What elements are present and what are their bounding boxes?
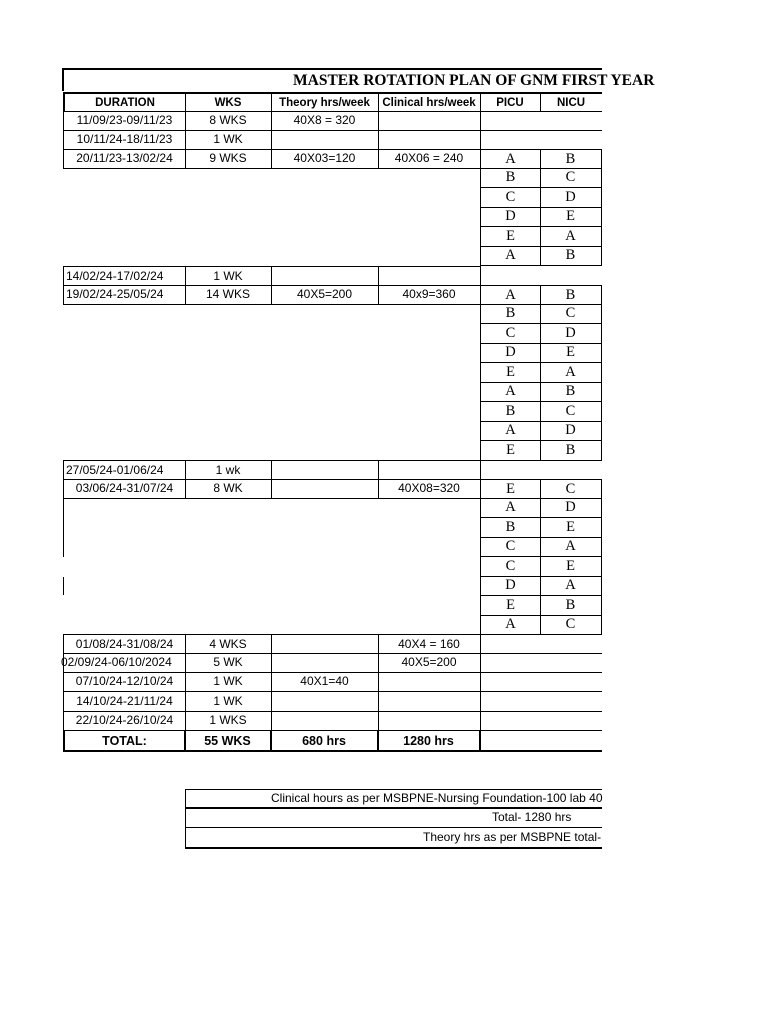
row-rotation-empty (480, 266, 602, 286)
nicu-group-cell: B (540, 149, 602, 169)
picu-group-cell: B (480, 168, 541, 188)
row-wks: 1 WK (185, 672, 272, 692)
total-clinical: 1280 hrs (378, 731, 481, 752)
row-clinical: 40x9=360 (378, 285, 481, 305)
picu-group-cell: D (480, 343, 541, 363)
row-wks: 8 WK (185, 479, 272, 499)
row-wks: 1 WK (185, 692, 272, 712)
notes-line-3-text: Theory hrs as per MSBPNE total- (423, 830, 602, 844)
row-theory: 40X8 = 320 (271, 111, 379, 131)
row-clinical (378, 672, 481, 692)
row-wks: 5 WK (185, 653, 272, 673)
picu-group-cell: B (480, 402, 541, 422)
picu-group-cell: A (480, 149, 541, 169)
nicu-group-cell: A (540, 537, 602, 557)
row-rotation-empty (480, 130, 602, 150)
row-rotation-empty (480, 634, 602, 654)
nicu-group-cell: E (540, 207, 602, 227)
row-rotation-empty (480, 672, 602, 692)
picu-group-cell: E (480, 441, 541, 461)
picu-group-cell: A (480, 615, 541, 635)
nicu-group-cell: B (540, 246, 602, 266)
row-theory: 40X1=40 (271, 672, 379, 692)
nicu-group-cell: E (540, 557, 602, 577)
row-theory (271, 460, 379, 480)
row-duration: 01/08/24-31/08/24 (63, 634, 186, 654)
row-clinical (378, 111, 481, 131)
row-clinical: 40X5=200 (378, 653, 481, 673)
header-duration: DURATION (63, 92, 186, 112)
picu-group-cell: D (480, 207, 541, 227)
picu-group-cell: A (480, 382, 541, 402)
page-title: MASTER ROTATION PLAN OF GNM FIRST YEAR (293, 72, 655, 89)
nicu-group-cell: A (540, 227, 602, 247)
row-rotation-empty (480, 711, 602, 731)
row-duration: 14/10/24-21/11/24 (63, 692, 186, 712)
row-wks: 1 WK (185, 266, 272, 286)
picu-group-cell: C (480, 188, 541, 208)
row-clinical (378, 692, 481, 712)
row-duration: 07/10/24-12/10/24 (63, 672, 186, 692)
row-rotation-empty (480, 653, 602, 673)
row-duration: 02/09/24-06/10/2024 (63, 653, 186, 673)
picu-group-cell: C (480, 557, 541, 577)
notes-line-1 (185, 789, 602, 808)
total-label: TOTAL: (63, 731, 186, 752)
header-wks: WKS (185, 92, 272, 112)
row-wks: 4 WKS (185, 634, 272, 654)
nicu-group-cell: B (540, 596, 602, 616)
nicu-group-cell: C (540, 304, 602, 324)
picu-group-cell: A (480, 498, 541, 518)
header-theory: Theory hrs/week (271, 92, 379, 112)
row-duration: 19/02/24-25/05/24 (63, 285, 186, 305)
header-clinical: Clinical hrs/week (378, 92, 481, 112)
row-clinical (378, 711, 481, 731)
row-wks: 1 wk (185, 460, 272, 480)
row-rotation-empty (480, 692, 602, 712)
row-theory (271, 634, 379, 654)
total-wks: 55 WKS (185, 731, 272, 752)
picu-group-cell: C (480, 324, 541, 344)
row-rotation-empty (480, 460, 602, 480)
picu-group-cell: E (480, 596, 541, 616)
picu-group-cell: C (480, 537, 541, 557)
row-duration: 11/09/23-09/11/23 (63, 111, 186, 131)
row-wks: 14 WKS (185, 285, 272, 305)
nicu-group-cell: D (540, 324, 602, 344)
row-wks: 9 WKS (185, 149, 272, 169)
nicu-group-cell: A (540, 576, 602, 596)
nicu-group-cell: B (540, 285, 602, 305)
picu-group-cell: D (480, 576, 541, 596)
row-clinical (378, 460, 481, 480)
notes-bottom-border (185, 847, 602, 849)
picu-group-cell: E (480, 479, 541, 499)
picu-group-cell: B (480, 304, 541, 324)
nicu-group-cell: D (540, 498, 602, 518)
row-wks: 8 WKS (185, 111, 272, 131)
nicu-group-cell: C (540, 615, 602, 635)
row-duration: 03/06/24-31/07/24 (63, 479, 186, 499)
row-theory: 40X5=200 (271, 285, 379, 305)
partial-left-border (63, 577, 64, 595)
picu-group-cell: E (480, 227, 541, 247)
total-rotation-empty (480, 731, 602, 752)
picu-group-cell: A (480, 246, 541, 266)
row-clinical (378, 266, 481, 286)
row-clinical: 40X06 = 240 (378, 149, 481, 169)
row-theory (271, 711, 379, 731)
row-theory (271, 266, 379, 286)
picu-group-cell: B (480, 518, 541, 538)
nicu-group-cell: B (540, 441, 602, 461)
picu-group-cell: E (480, 363, 541, 383)
row-clinical: 40X08=320 (378, 479, 481, 499)
row-duration: 22/10/24-26/10/24 (63, 711, 186, 731)
header-nicu: NICU (540, 92, 602, 112)
row-clinical: 40X4 = 160 (378, 634, 481, 654)
row-theory (271, 130, 379, 150)
row-wks: 1 WKS (185, 711, 272, 731)
nicu-group-cell: B (540, 382, 602, 402)
row-rotation-empty (480, 111, 602, 131)
picu-group-cell: A (480, 285, 541, 305)
total-theory: 680 hrs (271, 731, 379, 752)
row-duration: 27/05/24-01/06/24 (63, 460, 186, 480)
row-duration: 20/11/23-13/02/24 (63, 149, 186, 169)
nicu-group-cell: A (540, 363, 602, 383)
notes-line-1-text: Clinical hours as per MSBPNE-Nursing Foundation-100 lab 40 (271, 791, 603, 805)
partial-left-border (63, 499, 64, 557)
header-picu: PICU (480, 92, 541, 112)
row-duration: 14/02/24-17/02/24 (63, 266, 186, 286)
notes-line-2-text: Total- 1280 hrs (492, 810, 572, 824)
notes-line-3 (185, 828, 602, 847)
picu-group-cell: A (480, 421, 541, 441)
nicu-group-cell: C (540, 479, 602, 499)
nicu-group-cell: E (540, 343, 602, 363)
nicu-group-cell: D (540, 421, 602, 441)
notes-line-2 (185, 808, 602, 827)
title-top-border (62, 68, 602, 70)
nicu-group-cell: C (540, 402, 602, 422)
nicu-group-cell: E (540, 518, 602, 538)
row-theory (271, 692, 379, 712)
nicu-group-cell: C (540, 168, 602, 188)
row-theory (271, 479, 379, 499)
nicu-group-cell: D (540, 188, 602, 208)
row-wks: 1 WK (185, 130, 272, 150)
row-duration: 10/11/24-18/11/23 (63, 130, 186, 150)
row-clinical (378, 130, 481, 150)
row-theory: 40X03=120 (271, 149, 379, 169)
row-theory (271, 653, 379, 673)
